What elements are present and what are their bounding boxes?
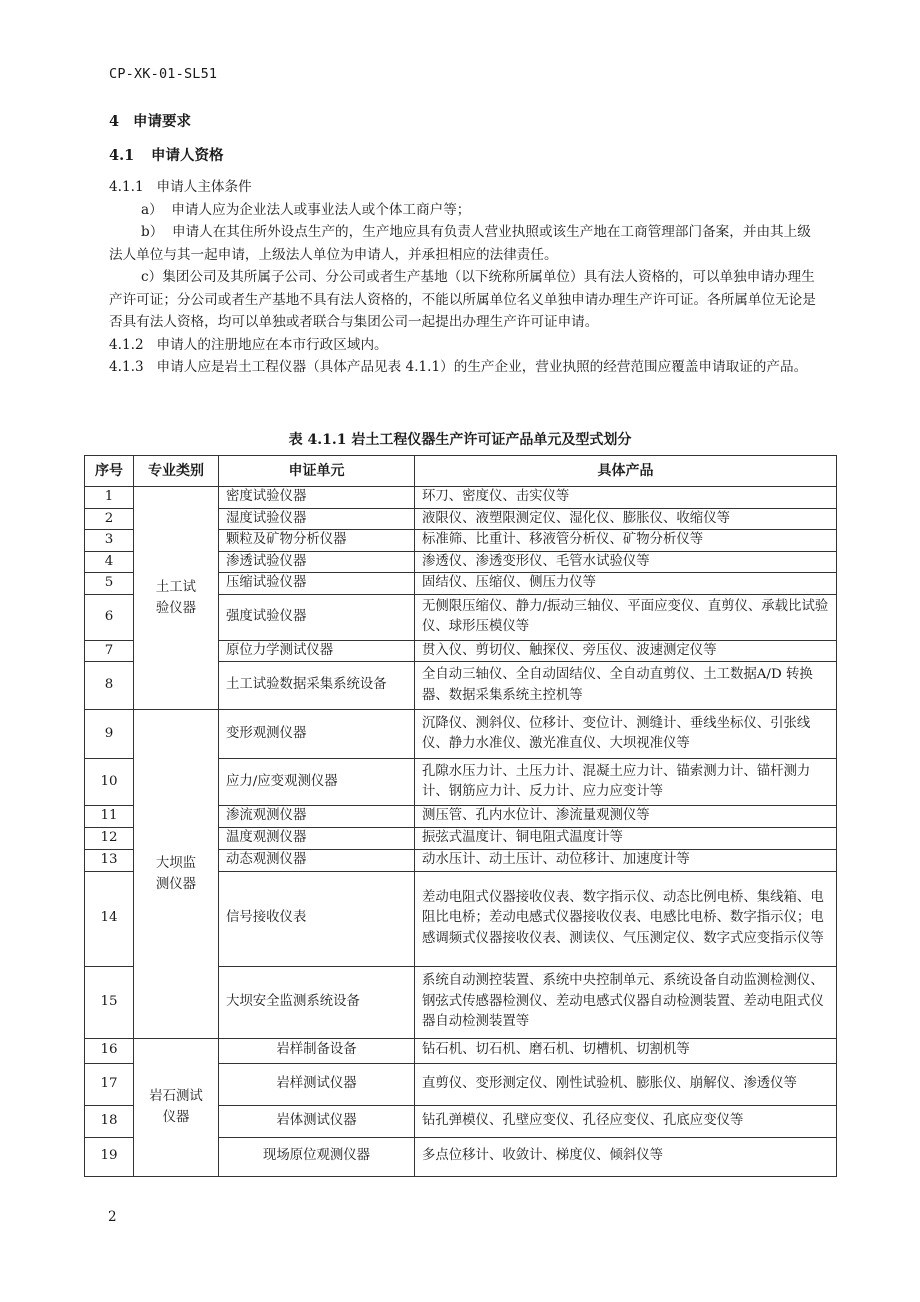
header-category: 专业类别: [134, 456, 219, 487]
clause-c: c）集团公司及其所属子公司、分公司或者生产基地（以下统称所属单位）具有法人资格的，可以单独申请办理生产许可证；分公司或者生产基地不具有法人资格的，不能以所属单位名义单独申请办理生产许可证。各所属单位无论是否具有法人资格，均可以单独或者联合与集团公司一起提出办理生产许可证申请。: [109, 269, 816, 330]
category-cell: [134, 710, 219, 1039]
body-text: [109, 176, 821, 379]
row-unit: 颗粒及矿物分析仪器: [219, 530, 415, 552]
header-products: 具体产品: [415, 456, 837, 487]
header-seq: 序号: [85, 456, 134, 487]
row-products: 沉降仪、测斜仪、位移计、变位计、测缝计、垂线坐标仪、引张线仪、静力水准仪、激光准直仪、大坝视准仪等: [415, 710, 837, 759]
row-products: 液限仪、液塑限测定仪、湿化仪、膨胀仪、收缩仪等: [415, 508, 837, 530]
row-unit: 渗流观测仪器: [219, 806, 415, 828]
table-header-row: [85, 456, 837, 487]
clause-4-1-3: 4.1.3 申请人应是岩土工程仪器（具体产品见表 4.1.1）的生产企业，营业执照的经营范围应覆盖申请取证的产品。: [109, 359, 808, 375]
row-seq: 15: [85, 966, 134, 1038]
row-unit: 信号接收仪表: [219, 871, 415, 966]
product-table: [84, 455, 837, 1177]
row-seq: 16: [85, 1038, 134, 1063]
subsection-heading: [109, 144, 224, 165]
row-seq: 8: [85, 662, 134, 710]
row-products: 固结仪、压缩仪、侧压力仪等: [415, 573, 837, 595]
header-unit: 申证单元: [219, 456, 415, 487]
row-products: 全自动三轴仪、全自动固结仪、全自动直剪仪、土工数据A/D 转换器、数据采集系统主控机等: [415, 662, 837, 710]
row-seq: 12: [85, 827, 134, 849]
row-seq: 14: [85, 871, 134, 966]
row-seq: 6: [85, 594, 134, 640]
row-seq: 7: [85, 640, 134, 662]
row-products: 贯入仪、剪切仪、触探仪、旁压仪、波速测定仪等: [415, 640, 837, 662]
row-unit: 应力/应变观测仪器: [219, 759, 415, 806]
row-products: 系统自动测控装置、系统中央控制单元、系统设备自动监测检测仪、钢弦式传感器检测仪、差动电感式仪器自动检测装置、差动电阻式仪器自动检测装置等: [415, 966, 837, 1038]
row-unit: 湿度试验仪器: [219, 508, 415, 530]
subsection-title: 申请人资格: [151, 147, 224, 164]
row-unit: 岩样测试仪器: [219, 1063, 415, 1105]
row-products: 孔隙水压力计、土压力计、混凝土应力计、锚索测力计、锚杆测力计、钢筋应力计、反力计、应力应变计等: [415, 759, 837, 806]
row-seq: 18: [85, 1105, 134, 1137]
row-products: 环刀、密度仪、击实仪等: [415, 487, 837, 509]
row-unit: 现场原位观测仪器: [219, 1137, 415, 1176]
row-seq: 2: [85, 508, 134, 530]
table-row: [85, 487, 837, 509]
row-unit: 大坝安全监测系统设备: [219, 966, 415, 1038]
row-unit: 岩体测试仪器: [219, 1105, 415, 1137]
row-unit: 密度试验仪器: [219, 487, 415, 509]
row-products: 动水压计、动土压计、动位移计、加速度计等: [415, 849, 837, 871]
row-seq: 19: [85, 1137, 134, 1176]
row-unit: 变形观测仪器: [219, 710, 415, 759]
table-row: [85, 1038, 837, 1063]
section-number: 4: [109, 113, 120, 130]
row-unit: 压缩试验仪器: [219, 573, 415, 595]
row-unit: 强度试验仪器: [219, 594, 415, 640]
document-code: CP-XK-01-SL51: [109, 66, 218, 82]
row-seq: 5: [85, 573, 134, 595]
row-seq: 10: [85, 759, 134, 806]
subsection-number: 4.1: [109, 147, 135, 164]
table-title: 表 4.1.1 岩土工程仪器生产许可证产品单元及型式划分: [288, 432, 632, 448]
row-products: 差动电阻式仪器接收仪表、数字指示仪、动态比例电桥、集线箱、电阻比电桥；差动电感式仪器接收仪表、电感比电桥、数字指示仪；电感调频式仪器接收仪表、测读仪、气压测定仪、数字式应变指示仪等: [415, 871, 837, 966]
category-label: 土工试验仪器: [155, 580, 197, 616]
category-cell: [134, 1038, 219, 1176]
page-number: 2: [108, 1209, 117, 1225]
row-unit: 原位力学测试仪器: [219, 640, 415, 662]
clause-4-1-2: 4.1.2 申请人的注册地应在本市行政区域内。: [109, 336, 388, 353]
row-unit: 土工试验数据采集系统设备: [219, 662, 415, 710]
row-products: 无侧限压缩仪、静力/振动三轴仪、平面应变仪、直剪仪、承载比试验仪、球形压模仪等: [415, 594, 837, 640]
row-seq: 3: [85, 530, 134, 552]
clause-b: b） 申请人在其住所外设点生产的，生产地应具有负责人营业执照或该生产地在工商管理部门备案，并由其上级法人单位与其一起申请，上级法人单位为申请人，并承担相应的法律责任。: [109, 224, 811, 263]
category-label: 岩石测试仪器: [149, 1089, 203, 1125]
row-products: 测压管、孔内水位计、渗流量观测仪等: [415, 806, 837, 828]
row-seq: 13: [85, 849, 134, 871]
category-label: 大坝监测仪器: [155, 855, 197, 892]
row-products: 钻孔弹模仪、孔壁应变仪、孔径应变仪、孔底应变仪等: [415, 1105, 837, 1137]
row-products: 多点位移计、收敛计、梯度仪、倾斜仪等: [415, 1137, 837, 1176]
section-heading: [109, 110, 191, 131]
clause-a: a） 申请人应为企业法人或事业法人或个体工商户等；: [141, 201, 471, 218]
row-unit: 岩样制备设备: [219, 1038, 415, 1063]
row-products: 直剪仪、变形测定仪、刚性试验机、膨胀仪、崩解仪、渗透仪等: [415, 1063, 837, 1105]
row-seq: 1: [85, 487, 134, 509]
category-cell: [134, 487, 219, 710]
row-products: 渗透仪、渗透变形仪、毛管水试验仪等: [415, 551, 837, 573]
section-title: 申请要求: [133, 113, 191, 130]
row-products: 振弦式温度计、铜电阻式温度计等: [415, 827, 837, 849]
clause-4-1-1: 4.1.1 申请人主体条件: [109, 179, 252, 195]
row-products: 钻石机、切石机、磨石机、切槽机、切割机等: [415, 1038, 837, 1063]
row-unit: 动态观测仪器: [219, 849, 415, 871]
row-seq: 9: [85, 710, 134, 759]
row-unit: 温度观测仪器: [219, 827, 415, 849]
row-seq: 4: [85, 551, 134, 573]
row-seq: 11: [85, 806, 134, 828]
row-seq: 17: [85, 1063, 134, 1105]
table-row: [85, 710, 837, 759]
row-products: 标准筛、比重计、移液管分析仪、矿物分析仪等: [415, 530, 837, 552]
row-unit: 渗透试验仪器: [219, 551, 415, 573]
